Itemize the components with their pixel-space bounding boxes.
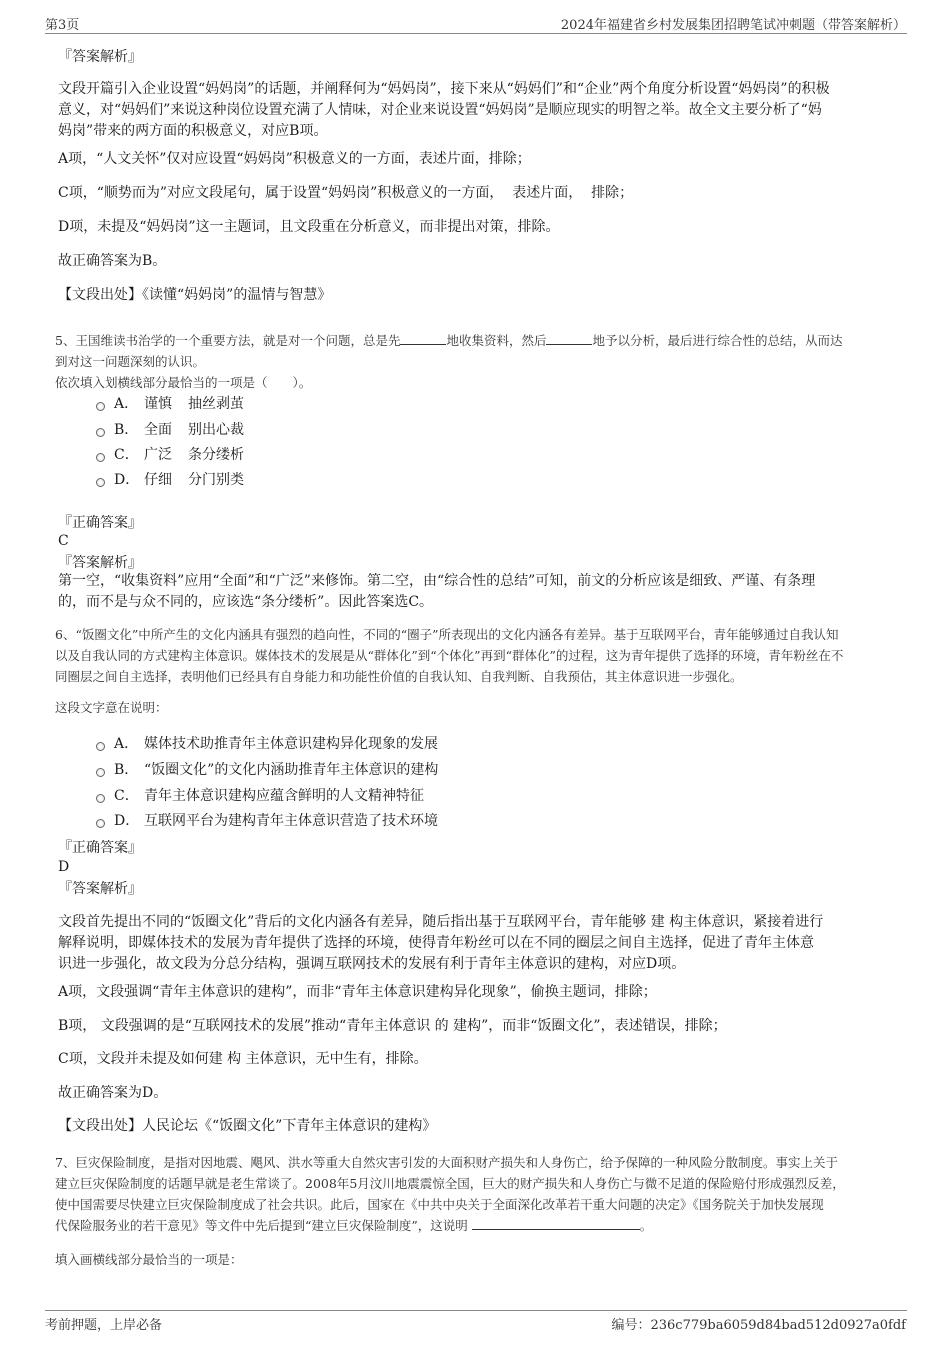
radio-icon[interactable] bbox=[96, 819, 105, 828]
q5-stem: 5、王国维读书治学的一个重要方法，就是对一个问题，总是先 地收集资料，然后 地予以分析，最后进行综合性的总结，从而达 到对这一问题深刻的认识。 依次填入划横线部分最恰当的一项是（ ）。 bbox=[55, 330, 915, 393]
header-divider bbox=[45, 33, 907, 34]
q7-blank[interactable] bbox=[472, 1215, 640, 1230]
radio-icon[interactable] bbox=[96, 794, 105, 803]
q6-option-d[interactable]: D． 互联网平台为建构青年主体意识营造了技术环境 bbox=[96, 810, 438, 832]
footer-divider bbox=[45, 1310, 907, 1311]
q6-conclusion: 故正确答案为D。 bbox=[58, 1085, 168, 1101]
page-number: 第3页 bbox=[45, 18, 80, 33]
q4-source: 【文段出处】《读懂“妈妈岗”的温情与智慧》 bbox=[58, 287, 332, 303]
q5-correct-label: 『正确答案』 bbox=[58, 515, 142, 531]
radio-icon[interactable] bbox=[96, 453, 105, 462]
q4-point-a: A项，“人文关怀”仅对应设置“妈妈岗”积极意义的一方面，表述片面，排除； bbox=[58, 151, 531, 167]
q5-correct-answer: C bbox=[58, 533, 69, 549]
q5-option-b[interactable]: B． 全面 别出心裁 bbox=[96, 419, 244, 441]
q6-point-a: A项，文段强调“青年主体意识的建构”，而非“青年主体意识建构异化现象”，偷换主题词，排除； bbox=[58, 984, 657, 1000]
footer-slogan: 考前押题，上岸必备 bbox=[45, 1318, 163, 1333]
radio-icon[interactable] bbox=[96, 768, 105, 777]
q6-correct-answer: D bbox=[58, 859, 70, 875]
q6-source: 【文段出处】人民论坛《“饭圈文化”下青年主体意识的建构》 bbox=[58, 1118, 437, 1134]
q6-option-c[interactable]: C． 青年主体意识建构应蕴含鲜明的人文精神特征 bbox=[96, 785, 424, 807]
q6-option-b[interactable]: B． “饭圈文化”的文化内涵助推青年主体意识的建构 bbox=[96, 759, 438, 781]
q5-blank-2[interactable] bbox=[546, 330, 592, 345]
q5-option-a[interactable]: A． 谨慎 抽丝剥茧 bbox=[96, 393, 244, 415]
q6-analysis: 文段首先提出不同的“饭圈文化”背后的文化内涵各有差异，随后指出基于互联网平台，青年能够 建 构主体意识，紧接着进行 解释说明，即媒体技术的发展为青年提供了选择的环境，使得青年粉丝可以在不同的圈层之间自主选择，促进了青年主体意 识进一步强化，故文段为分总分结构，强调互联网技术的发展有利于青年主体意识的建构，对应D项。 bbox=[58, 914, 824, 972]
q6-stem: 6、“饭圈文化”中所产生的文化内涵具有强烈的趋向性，不同的“圈子”所表现出的文化内涵各有差异。基于互联网平台，青年能够通过自我认知 以及自我认同的方式建构主体意识。媒体技术的发展是从“群体化”到“个体化”再到“群体化”的过程，这为青年提供了选择的环境，青年粉丝在不 同圈层之间自主选择，表明他们已经具有自身能力和功能性价值的自我认知、自我判断、自我预估，其主体意识进一步强化。 bbox=[55, 627, 844, 684]
document-id: 编号：236c779ba6059d84bad512d0927a0fdf bbox=[611, 1318, 906, 1333]
q6-analysis-label: 『答案解析』 bbox=[58, 881, 142, 897]
radio-icon[interactable] bbox=[96, 478, 105, 487]
q4-point-d: D项，未提及“妈妈岗”这一主题词，且文段重在分析意义，而非提出对策，排除。 bbox=[58, 219, 560, 235]
q7-stem: 7、巨灾保险制度，是指对因地震、飓风、洪水等重大自然灾害引发的大面积财产损失和人身伤亡，给予保障的一种风险分散制度。事实上关于 建立巨灾保险制度的话题早就是老生常谈了。2008年5月汶川地震震惊全国，巨大的财产损失和人身伤亡与微不足道的保险赔付形成强烈反差， 使中国需要尽快建立巨灾保险制度成了社会共识。此后，国家在《中共中央关于全面深化改革若干重大问题的决定》《国务院关于加快发展现 代保险服务业的若干意见》等文件中先后提到“建立巨灾保险制度”，这说明 。 bbox=[55, 1155, 845, 1233]
q4-conclusion: 故正确答案为B。 bbox=[58, 253, 167, 269]
q4-point-c: C项，“顺势而为”对应文段尾句，属于设置“妈妈岗”积极意义的一方面， 表述片面， 排除； bbox=[58, 185, 634, 201]
q5-analysis: 第一空，“收集资料”应用“全面”和“广泛”来修饰。第二空，由“综合性的总结”可知，前文的分析应该是细致、严谨、有条理 的，而不是与众不同的，应该选“条分缕析”。因此答案选C。 bbox=[58, 573, 816, 610]
radio-icon[interactable] bbox=[96, 742, 105, 751]
q5-analysis-label: 『答案解析』 bbox=[58, 555, 142, 571]
q5-option-c[interactable]: C． 广泛 条分缕析 bbox=[96, 444, 244, 466]
q6-point-c: C项，文段并未提及如何建 构 主体意识，无中生有，排除。 bbox=[58, 1051, 428, 1067]
radio-icon[interactable] bbox=[96, 428, 105, 437]
q6-correct-label: 『正确答案』 bbox=[58, 840, 142, 856]
q4-analysis-paragraph: 文段开篇引入企业设置“妈妈岗”的话题，并阐释何为“妈妈岗”，接下来从“妈妈们”和“企业”两个角度分析设置“妈妈岗”的积极 意义，对“妈妈们”来说这种岗位设置充满了人情味，对企业来说设置“妈妈岗”是顺应现实的明智之举。故全文主要分析了“妈 妈岗”带来的两方面的积极意义，对应B项。 bbox=[58, 81, 830, 139]
q5-blank-1[interactable] bbox=[400, 330, 446, 345]
q6-point-b: B项， 文段强调的是“互联网技术的发展”推动“青年主体意识 的 建构”，而非“饭圈文化”，表述错误，排除； bbox=[58, 1018, 727, 1034]
q4-analysis-label: 『答案解析』 bbox=[58, 49, 142, 65]
radio-icon[interactable] bbox=[96, 402, 105, 411]
q6-option-a[interactable]: A． 媒体技术助推青年主体意识建构异化现象的发展 bbox=[96, 733, 438, 755]
q7-prompt: 填入画横线部分最恰当的一项是： bbox=[55, 1252, 243, 1267]
q5-option-d[interactable]: D． 仔细 分门别类 bbox=[96, 469, 244, 491]
document-title: 2024年福建省乡村发展集团招聘笔试冲刺题（带答案解析） bbox=[560, 18, 906, 33]
q6-prompt: 这段文字意在说明： bbox=[55, 700, 168, 715]
